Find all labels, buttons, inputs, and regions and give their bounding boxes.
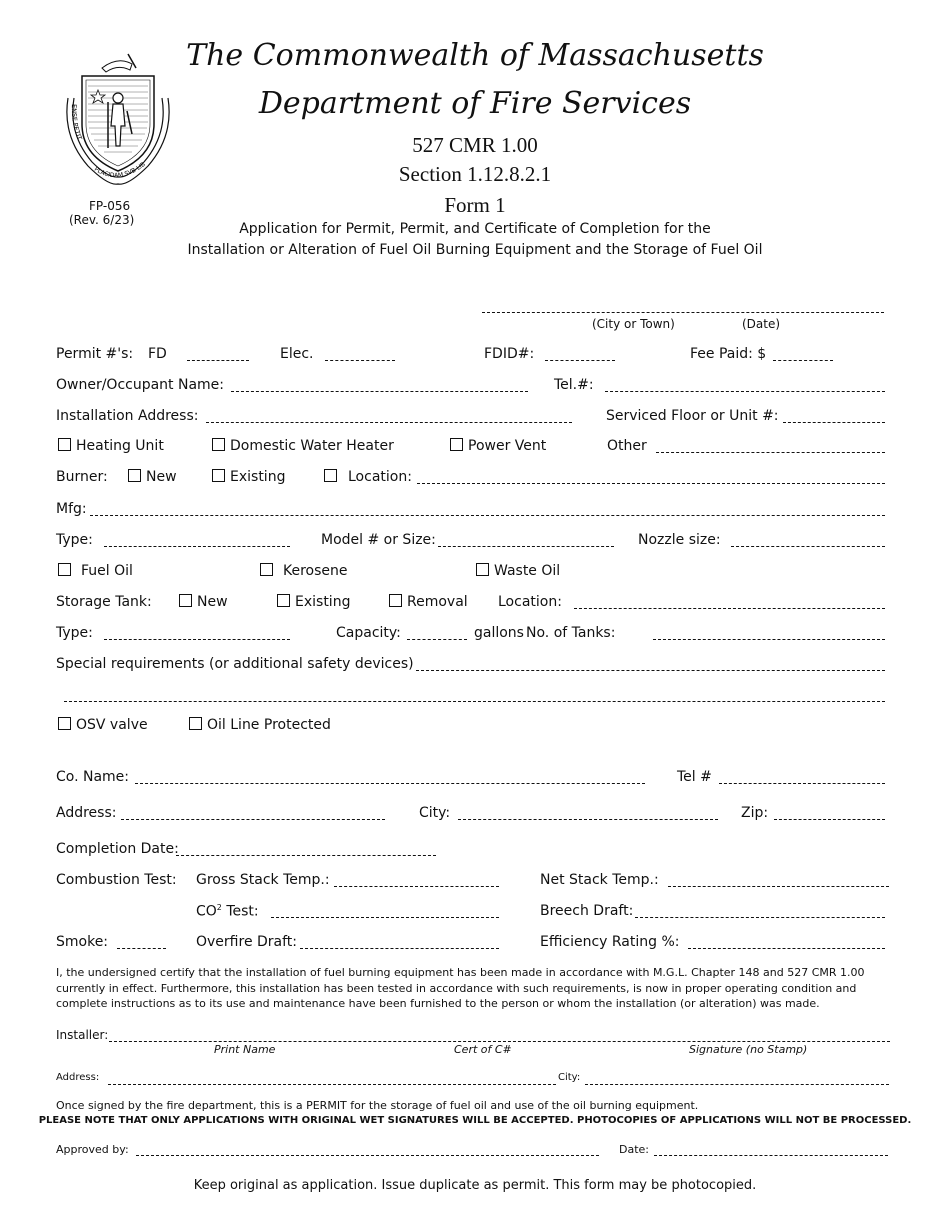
installer-city-label: City: (558, 1072, 581, 1083)
print-name-label: Print Name (214, 1043, 276, 1056)
heating-unit-checkbox[interactable]: Heating Unit (58, 438, 164, 454)
company-name-label: Co. Name: (56, 769, 130, 785)
fdid-field[interactable] (545, 360, 615, 361)
fd-label: FD (148, 346, 167, 362)
gross-stack-temp-label: Gross Stack Temp.: (196, 872, 330, 888)
fee-label: Fee Paid: $ (690, 346, 767, 362)
tank-new-checkbox[interactable]: New (179, 594, 228, 610)
section-number: Section 1.12.8.2.1 (398, 162, 552, 186)
waste-oil-checkbox[interactable]: Waste Oil (476, 563, 560, 579)
seal-motto-bottom: PLACIDAM SVB LIB (92, 160, 147, 180)
company-address-field[interactable] (121, 819, 385, 820)
combustion-test-label: Combustion Test: (56, 872, 177, 888)
checkbox-box[interactable] (389, 594, 402, 607)
installer-address-label: Address: (56, 1072, 100, 1083)
approved-by-field[interactable] (136, 1155, 599, 1156)
power-vent-checkbox[interactable]: Power Vent (450, 438, 546, 454)
checkbox-box[interactable] (450, 438, 463, 451)
company-name-field[interactable] (135, 783, 645, 784)
number-of-tanks-label: No. of Tanks: (526, 625, 616, 641)
tank-location-field[interactable] (574, 608, 885, 609)
net-stack-temp-field[interactable] (668, 886, 889, 887)
other-label: Other (607, 438, 647, 454)
co2-test-label: $CO^2$ Test: (196, 903, 259, 920)
fdid-label: FDID#: (484, 346, 535, 362)
checkbox-box[interactable] (324, 469, 337, 482)
checkbox-box[interactable] (58, 438, 71, 451)
fd-field[interactable] (187, 360, 249, 361)
owner-tel-label: Tel.#: (554, 377, 594, 393)
checkbox-box[interactable] (212, 438, 225, 451)
fuel-oil-checkbox[interactable]: Fuel Oil (58, 563, 133, 579)
certification-text-line1: I, the undersigned certify that the installation of fuel burning equipment has been made in accordance with M.G.L. Chapter 148 and 527 CMR 1.00 (56, 966, 865, 979)
burner-existing-checkbox[interactable]: Existing (212, 469, 285, 485)
company-zip-field[interactable] (774, 819, 885, 820)
cert-number-label: Cert of C# (454, 1043, 512, 1056)
checkbox-box[interactable] (260, 563, 273, 576)
form-number: FP-056 (89, 199, 131, 213)
elec-label: Elec. (280, 346, 314, 362)
checkbox-box[interactable] (179, 594, 192, 607)
capacity-label: Capacity: (336, 625, 401, 641)
other-field[interactable] (656, 452, 885, 453)
special-requirements-label: Special requirements (or additional safety devices) (56, 656, 414, 672)
kerosene-checkbox[interactable]: Kerosene (260, 563, 348, 579)
commonwealth-title: The Commonwealth of Massachusetts (186, 38, 764, 73)
checkbox-box[interactable] (476, 563, 489, 576)
oil-line-protected-checkbox[interactable]: Oil Line Protected (189, 717, 331, 733)
floor-unit-label: Serviced Floor or Unit #: (606, 408, 779, 424)
installation-address-label: Installation Address: (56, 408, 199, 424)
company-tel-label: Tel # (677, 769, 712, 785)
tank-location-label: Location: (498, 594, 562, 610)
company-zip-label: Zip: (741, 805, 769, 821)
breech-draft-field[interactable] (635, 917, 885, 918)
owner-label: Owner/Occupant Name: (56, 377, 225, 393)
burner-new-checkbox[interactable]: New (128, 469, 177, 485)
completion-date-label: Completion Date: (56, 841, 179, 857)
checkbox-box[interactable] (212, 469, 225, 482)
burner-type-field[interactable] (104, 546, 290, 547)
floor-unit-field[interactable] (783, 422, 885, 423)
burner-location-field[interactable] (417, 483, 885, 484)
date-label: (Date) (742, 317, 781, 331)
wet-signature-notice: PLEASE NOTE THAT ONLY APPLICATIONS WITH ORIGINAL WET SIGNATURES WILL BE ACCEPTED. PHOTOCOPIES OF APPLICATIONS WILL NOT BE PROCESSED. (38, 1115, 912, 1126)
permits-label: Permit #'s: (56, 346, 134, 362)
net-stack-temp-label: Net Stack Temp.: (540, 872, 659, 888)
certification-text-line3: complete instructions as to its use and maintenance have been furnished to the person or whom the installation (or alteration) was made. (56, 997, 820, 1010)
city-label: (City or Town) (592, 317, 675, 331)
permit-notice: Once signed by the fire department, this is a PERMIT for the storage of fuel oil and use of the oil burning equipment. (56, 1099, 699, 1112)
elec-field[interactable] (325, 360, 395, 361)
checkbox-box[interactable] (189, 717, 202, 730)
city-date-field[interactable] (482, 312, 884, 313)
efficiency-rating-field[interactable] (688, 948, 885, 949)
tank-removal-checkbox[interactable]: Removal (389, 594, 468, 610)
tank-existing-checkbox[interactable]: Existing (277, 594, 350, 610)
smoke-label: Smoke: (56, 934, 109, 950)
efficiency-rating-label: Efficiency Rating %: (540, 934, 680, 950)
completion-date-field[interactable] (176, 855, 436, 856)
company-tel-field[interactable] (719, 783, 885, 784)
application-description-line2: Installation or Alteration of Fuel Oil Burning Equipment and the Storage of Fuel Oil (187, 242, 763, 258)
special-requirements-field-2[interactable] (64, 701, 885, 702)
overfire-draft-field[interactable] (300, 948, 499, 949)
certification-text-line2: currently in effect. Furthermore, this installation has been tested in accordance with such requirements, is now in proper operating condition and (56, 982, 857, 995)
application-description-line1: Application for Permit, Permit, and Certificate of Completion for the (239, 221, 711, 237)
installer-address-field[interactable] (108, 1084, 556, 1085)
checkbox-box[interactable] (128, 469, 141, 482)
checkbox-box[interactable] (277, 594, 290, 607)
smoke-field[interactable] (117, 948, 166, 949)
tank-type-field[interactable] (104, 639, 290, 640)
installation-address-field[interactable] (206, 422, 572, 423)
owner-tel-field[interactable] (605, 391, 885, 392)
company-city-label: City: (419, 805, 451, 821)
model-size-label: Model # or Size: (321, 532, 436, 548)
owner-field[interactable] (231, 391, 528, 392)
mfg-label: Mfg: (56, 501, 87, 517)
department-title: Department of Fire Services (258, 86, 692, 121)
checkbox-box[interactable] (58, 563, 71, 576)
special-requirements-field-1[interactable] (416, 670, 885, 671)
approval-date-field[interactable] (654, 1155, 888, 1156)
burner-type-label: Type: (56, 532, 93, 548)
gross-stack-temp-field[interactable] (334, 886, 499, 887)
company-address-label: Address: (56, 805, 117, 821)
model-size-field[interactable] (438, 546, 614, 547)
burner-label: Burner: (56, 469, 108, 485)
approval-date-label: Date: (619, 1143, 649, 1156)
installer-field[interactable] (109, 1041, 890, 1042)
mfg-field[interactable] (90, 515, 885, 516)
tank-type-label: Type: (56, 625, 93, 641)
approved-by-label: Approved by: (56, 1143, 129, 1156)
breech-draft-label: Breech Draft: (540, 903, 634, 919)
form-revision: (Rev. 6/23) (69, 213, 135, 227)
checkbox-box[interactable] (58, 717, 71, 730)
nozzle-size-field[interactable] (731, 546, 885, 547)
signature-label: Signature (no Stamp) (689, 1043, 808, 1056)
co2-test-field[interactable] (271, 917, 499, 918)
seal-motto-left: ENSE PETIT (69, 103, 84, 142)
capacity-field[interactable] (407, 639, 467, 640)
domestic-water-heater-checkbox[interactable]: Domestic Water Heater (212, 438, 394, 454)
installer-city-field[interactable] (585, 1084, 889, 1085)
form-title: Form 1 (444, 193, 506, 217)
burner-location-checkbox[interactable]: Location: (324, 469, 412, 485)
footer-note: Keep original as application. Issue duplicate as permit. This form may be photocopied. (193, 1178, 757, 1193)
fee-field[interactable] (773, 360, 833, 361)
company-city-field[interactable] (458, 819, 718, 820)
overfire-draft-label: Overfire Draft: (196, 934, 298, 950)
osv-valve-checkbox[interactable]: OSV valve (58, 717, 148, 733)
installer-label: Installer: (56, 1028, 109, 1042)
gallons-label: gallons (474, 625, 524, 641)
nozzle-size-label: Nozzle size: (638, 532, 721, 548)
number-of-tanks-field[interactable] (653, 639, 885, 640)
storage-tank-label: Storage Tank: (56, 594, 152, 610)
cmr-code: 527 CMR 1.00 (412, 133, 538, 157)
